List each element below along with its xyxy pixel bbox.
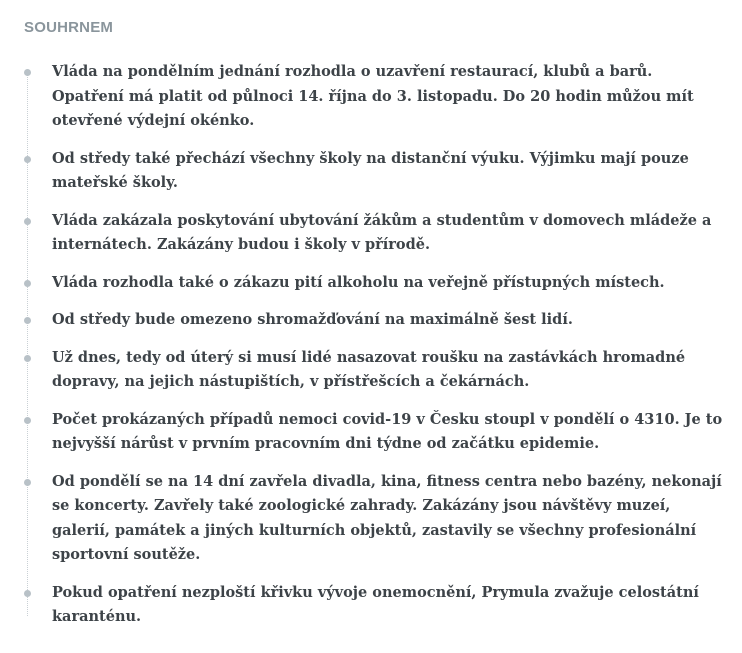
bullet-dot-icon bbox=[24, 590, 31, 597]
summary-bullet-text: Od pondělí se na 14 dní zavřela divadla, kina, fitness centra nebo bazény, nekonají se koncerty. Zavřely také zoologické zahrady. Zakázány jsou návštěvy muzeí, galerií, památek a jiných kulturních objektů, zastavily se všechny profesionální sportovní soutěže. bbox=[52, 472, 722, 563]
bullet-dot-icon bbox=[24, 218, 31, 225]
summary-bullet-item bbox=[24, 209, 724, 258]
bullet-dot-icon bbox=[24, 317, 31, 324]
bullet-dot-icon bbox=[24, 69, 31, 76]
summary-bullet-item bbox=[24, 408, 724, 457]
summary-bullet-text: Vláda zakázala poskytování ubytování žákům a studentům v domovech mládeže a internátech. Zakázány budou i školy v přírodě. bbox=[52, 211, 712, 253]
summary-bullet-item bbox=[24, 60, 724, 134]
bullet-dot-icon bbox=[24, 417, 31, 424]
summary-bullet-text: Počet prokázaných případů nemoci covid-19 v Česku stoupl v pondělí o 4310. Je to nejvyšší nárůst v prvním pracovním dni týdne od začátku epidemie. bbox=[52, 410, 723, 452]
summary-heading: SOUHRNEM bbox=[24, 19, 114, 36]
bullet-dot-icon bbox=[24, 355, 31, 362]
summary-bullet-list bbox=[24, 60, 724, 630]
summary-bullet-text: Už dnes, tedy od úterý si musí lidé nasazovat roušku na zastávkách hromadné dopravy, na jejich nástupištích, v přístřešcích a čekárnách. bbox=[52, 348, 686, 390]
summary-bullet-text: Od středy také přechází všechny školy na distanční výuku. Výjimku mají pouze mateřské školy. bbox=[52, 149, 689, 191]
summary-bullet-item bbox=[24, 346, 724, 395]
summary-bullet-item bbox=[24, 470, 724, 568]
summary-bullet-text: Od středy bude omezeno shromažďování na maximálně šest lidí. bbox=[52, 311, 573, 328]
summary-bullet-item bbox=[24, 581, 724, 630]
summary-bullet-text: Vláda na pondělním jednání rozhodla o uzavření restaurací, klubů a barů. Opatření má platit od půlnoci 14. října do 3. listopadu. Do 20 hodin můžou mít otevřené výdejní okénko. bbox=[52, 63, 694, 129]
summary-bullet-text: Pokud opatření nezploští křivku vývoje onemocnění, Prymula zvažuje celostátní karanténu. bbox=[52, 583, 699, 625]
summary-box bbox=[24, 18, 724, 643]
bullet-dot-icon bbox=[24, 280, 31, 287]
summary-bullet-item bbox=[24, 271, 724, 296]
summary-bullet-item bbox=[24, 147, 724, 196]
summary-bullet-text: Vláda rozhodla také o zákazu pití alkoholu na veřejně přístupných místech. bbox=[52, 273, 665, 291]
bullet-dot-icon bbox=[24, 479, 31, 486]
summary-bullet-item bbox=[24, 308, 724, 333]
bullet-dot-icon bbox=[24, 156, 31, 163]
